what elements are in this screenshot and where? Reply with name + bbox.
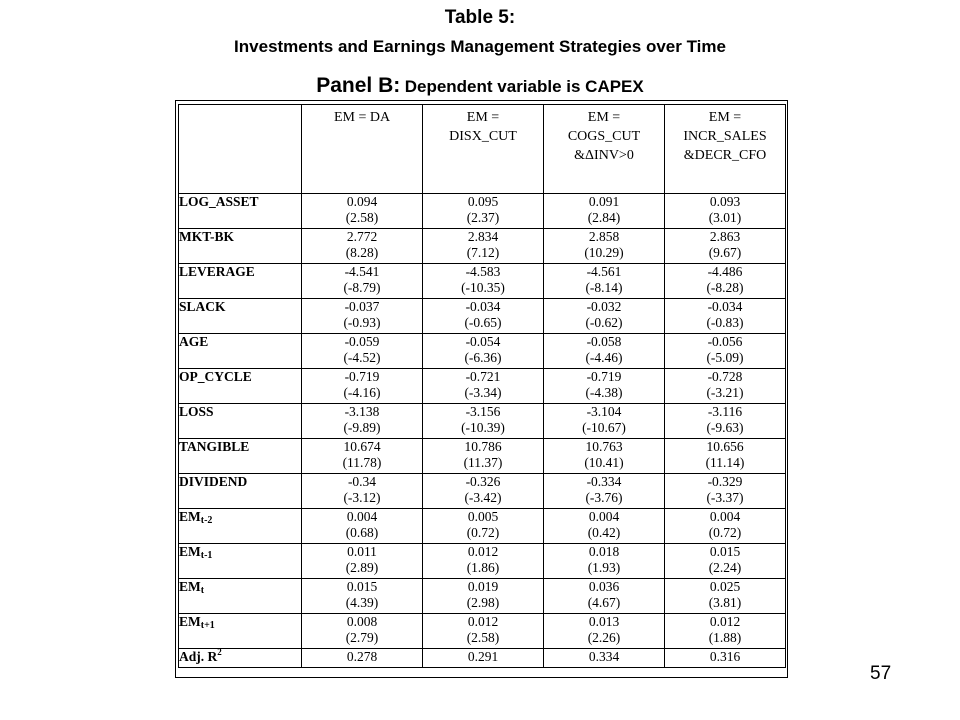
t-statistic: (-9.63) xyxy=(706,420,744,435)
value-cell xyxy=(423,334,544,369)
coefficient: 0.095 xyxy=(467,194,499,209)
adj-r2-value: 0.291 xyxy=(467,649,499,664)
t-statistic: (-5.09) xyxy=(706,350,744,365)
coefficient: 10.674 xyxy=(343,439,381,454)
t-statistic: (-4.52) xyxy=(343,350,381,365)
value-cell xyxy=(302,229,423,264)
coefficient: 0.015 xyxy=(346,579,378,594)
value-cell xyxy=(302,579,423,614)
header-line: &ΔINV>0 xyxy=(574,148,634,163)
t-statistic: (8.28) xyxy=(345,245,379,260)
value-cell xyxy=(665,474,786,509)
t-statistic: (11.14) xyxy=(705,455,745,470)
coefficient: -0.034 xyxy=(465,299,501,314)
t-statistic: (0.72) xyxy=(708,525,742,540)
value-cell xyxy=(544,649,665,668)
coefficient: 0.004 xyxy=(709,509,741,524)
header-line: EM = xyxy=(466,110,500,125)
t-statistic: (-3.37) xyxy=(706,490,744,505)
coefficient: -0.719 xyxy=(586,369,622,384)
value-cell xyxy=(665,544,786,579)
value-cell xyxy=(423,474,544,509)
value-cell xyxy=(665,264,786,299)
coefficient: 10.763 xyxy=(585,439,623,454)
t-statistic: (4.67) xyxy=(587,595,621,610)
table-row xyxy=(179,299,786,334)
table-row xyxy=(179,264,786,299)
panel-heading xyxy=(0,74,960,98)
row-label-cell xyxy=(179,544,302,579)
table-row xyxy=(179,579,786,614)
slide-subtitle: Investments and Earnings Management Strategies over Time xyxy=(234,37,726,56)
coefficient: -0.034 xyxy=(707,299,743,314)
adj-r2-value: 0.316 xyxy=(709,649,741,664)
t-statistic: (1.86) xyxy=(466,560,500,575)
coefficient: -4.583 xyxy=(465,264,501,279)
row-label-cell xyxy=(179,649,302,668)
value-cell xyxy=(423,404,544,439)
adj-r2-value: 0.334 xyxy=(588,649,620,664)
value-cell xyxy=(544,614,665,649)
header-blank-cell xyxy=(179,105,302,194)
panel-label: Panel B: xyxy=(316,74,401,97)
coefficient: 0.008 xyxy=(346,614,378,629)
t-statistic: (-9.89) xyxy=(343,420,381,435)
t-statistic: (-0.62) xyxy=(585,315,623,330)
value-cell xyxy=(302,334,423,369)
header-row xyxy=(179,105,786,194)
value-cell xyxy=(544,579,665,614)
t-statistic: (-3.76) xyxy=(585,490,623,505)
coefficient: 0.015 xyxy=(709,544,741,559)
table-row xyxy=(179,439,786,474)
value-cell xyxy=(423,369,544,404)
row-label-cell xyxy=(179,579,302,614)
header-cell-em-da xyxy=(302,105,423,194)
value-cell xyxy=(302,194,423,229)
value-cell xyxy=(544,544,665,579)
table-row xyxy=(179,509,786,544)
value-cell xyxy=(423,229,544,264)
header-line: EM = xyxy=(587,110,621,125)
coefficient: 0.012 xyxy=(467,544,499,559)
t-statistic: (-4.38) xyxy=(585,385,623,400)
value-cell xyxy=(302,614,423,649)
header-line: COGS_CUT xyxy=(567,129,641,144)
table-row xyxy=(179,544,786,579)
value-cell xyxy=(423,614,544,649)
value-cell xyxy=(302,509,423,544)
row-label: EM xyxy=(179,544,201,559)
row-label-cell xyxy=(179,264,302,299)
row-label: Adj. R xyxy=(179,649,218,664)
regression-table xyxy=(178,104,786,668)
row-label-subscript: t-1 xyxy=(200,550,213,561)
row-label-cell xyxy=(179,439,302,474)
coefficient: -0.056 xyxy=(707,334,743,349)
coefficient: -0.059 xyxy=(344,334,380,349)
value-cell xyxy=(665,579,786,614)
coefficient: 2.834 xyxy=(467,229,499,244)
row-label: AGE xyxy=(179,334,209,349)
coefficient: -0.728 xyxy=(707,369,743,384)
coefficient: 0.013 xyxy=(588,614,620,629)
value-cell xyxy=(423,544,544,579)
t-statistic: (0.68) xyxy=(345,525,379,540)
coefficient: 0.094 xyxy=(346,194,378,209)
adj-r2-row xyxy=(179,649,786,668)
t-statistic: (2.84) xyxy=(587,210,621,225)
row-label: SLACK xyxy=(179,299,226,314)
row-label: EM xyxy=(179,509,201,524)
page-number: 57 xyxy=(870,663,892,684)
t-statistic: (-0.65) xyxy=(464,315,502,330)
value-cell xyxy=(302,439,423,474)
header-line: DISX_CUT xyxy=(449,129,517,144)
coefficient: 0.018 xyxy=(588,544,620,559)
coefficient: 0.036 xyxy=(588,579,620,594)
row-label: LEVERAGE xyxy=(179,264,255,279)
row-label-cell xyxy=(179,474,302,509)
row-label: LOG_ASSET xyxy=(179,194,259,209)
t-statistic: (-8.14) xyxy=(585,280,623,295)
t-statistic: (2.79) xyxy=(345,630,379,645)
t-statistic: (2.98) xyxy=(466,595,500,610)
header-line: INCR_SALES xyxy=(683,129,767,144)
value-cell xyxy=(544,264,665,299)
coefficient: 2.772 xyxy=(346,229,378,244)
value-cell xyxy=(423,579,544,614)
slide-title: Table 5: xyxy=(444,7,516,28)
t-statistic: (-3.42) xyxy=(464,490,502,505)
t-statistic: (3.81) xyxy=(708,595,742,610)
t-statistic: (-0.93) xyxy=(343,315,381,330)
t-statistic: (11.37) xyxy=(463,455,503,470)
coefficient: -0.34 xyxy=(347,474,377,489)
coefficient: -3.104 xyxy=(586,404,622,419)
t-statistic: (-0.83) xyxy=(706,315,744,330)
t-statistic: (-6.36) xyxy=(464,350,502,365)
table-row xyxy=(179,194,786,229)
table-row xyxy=(179,334,786,369)
coefficient: 0.012 xyxy=(709,614,741,629)
value-cell xyxy=(423,299,544,334)
header-cell-incr-sales xyxy=(665,105,786,194)
coefficient: 0.012 xyxy=(467,614,499,629)
panel-description: Dependent variable is CAPEX xyxy=(404,77,644,96)
value-cell xyxy=(665,229,786,264)
value-cell xyxy=(665,439,786,474)
value-cell xyxy=(544,194,665,229)
row-label-subscript: t xyxy=(200,585,205,596)
value-cell xyxy=(544,299,665,334)
row-label-cell xyxy=(179,404,302,439)
coefficient: 0.011 xyxy=(347,544,377,559)
coefficient: -0.329 xyxy=(707,474,743,489)
value-cell xyxy=(423,509,544,544)
value-cell xyxy=(665,614,786,649)
value-cell xyxy=(665,334,786,369)
t-statistic: (-10.67) xyxy=(582,420,626,435)
coefficient: -0.054 xyxy=(465,334,501,349)
t-statistic: (-4.16) xyxy=(343,385,381,400)
coefficient: -3.156 xyxy=(465,404,501,419)
coefficient: 0.004 xyxy=(588,509,620,524)
row-label: OP_CYCLE xyxy=(179,369,252,384)
row-label: TANGIBLE xyxy=(179,439,250,454)
value-cell xyxy=(423,194,544,229)
value-cell xyxy=(302,649,423,668)
row-label-cell xyxy=(179,229,302,264)
coefficient: 0.005 xyxy=(467,509,499,524)
coefficient: -0.058 xyxy=(586,334,622,349)
t-statistic: (-10.35) xyxy=(461,280,505,295)
value-cell xyxy=(665,404,786,439)
coefficient: -0.032 xyxy=(586,299,622,314)
coefficient: -0.334 xyxy=(586,474,622,489)
header-cell-cogs-cut xyxy=(544,105,665,194)
value-cell xyxy=(302,474,423,509)
coefficient: 0.019 xyxy=(467,579,499,594)
t-statistic: (2.24) xyxy=(708,560,742,575)
coefficient: -0.037 xyxy=(344,299,380,314)
table-row xyxy=(179,229,786,264)
table-row xyxy=(179,369,786,404)
adj-r2-value: 0.278 xyxy=(346,649,378,664)
value-cell xyxy=(423,439,544,474)
coefficient: 10.786 xyxy=(464,439,502,454)
row-label: DIVIDEND xyxy=(179,474,248,489)
coefficient: 0.025 xyxy=(709,579,741,594)
coefficient: 0.091 xyxy=(588,194,620,209)
row-label-cell xyxy=(179,369,302,404)
value-cell xyxy=(302,404,423,439)
coefficient: -0.326 xyxy=(465,474,501,489)
t-statistic: (10.29) xyxy=(584,245,624,260)
value-cell xyxy=(544,404,665,439)
coefficient: -3.116 xyxy=(707,404,743,419)
t-statistic: (2.37) xyxy=(466,210,500,225)
coefficient: 10.656 xyxy=(706,439,744,454)
row-label-cell xyxy=(179,334,302,369)
t-statistic: (-10.39) xyxy=(461,420,505,435)
row-label-subscript: t-2 xyxy=(200,515,213,526)
t-statistic: (1.88) xyxy=(708,630,742,645)
t-statistic: (4.39) xyxy=(345,595,379,610)
row-label-cell xyxy=(179,194,302,229)
t-statistic: (2.58) xyxy=(466,630,500,645)
coefficient: -0.721 xyxy=(465,369,501,384)
t-statistic: (10.41) xyxy=(584,455,624,470)
value-cell xyxy=(302,369,423,404)
row-label: EM xyxy=(179,579,201,594)
value-cell xyxy=(302,544,423,579)
header-line: EM = DA xyxy=(333,110,391,125)
value-cell xyxy=(544,474,665,509)
value-cell xyxy=(302,264,423,299)
coefficient: 0.004 xyxy=(346,509,378,524)
t-statistic: (-3.34) xyxy=(464,385,502,400)
value-cell xyxy=(665,509,786,544)
header-cell-disx-cut xyxy=(423,105,544,194)
header-line: &DECR_CFO xyxy=(683,148,767,163)
value-cell xyxy=(665,299,786,334)
t-statistic: (-3.12) xyxy=(343,490,381,505)
t-statistic: (3.01) xyxy=(708,210,742,225)
t-statistic: (0.72) xyxy=(466,525,500,540)
value-cell xyxy=(665,194,786,229)
coefficient: -4.486 xyxy=(707,264,743,279)
t-statistic: (-8.79) xyxy=(343,280,381,295)
row-label: LOSS xyxy=(179,404,214,419)
row-label-cell xyxy=(179,509,302,544)
t-statistic: (9.67) xyxy=(708,245,742,260)
t-statistic: (7.12) xyxy=(466,245,500,260)
value-cell xyxy=(544,229,665,264)
row-label: EM xyxy=(179,614,201,629)
t-statistic: (1.93) xyxy=(587,560,621,575)
t-statistic: (-3.21) xyxy=(706,385,744,400)
coefficient: -3.138 xyxy=(344,404,380,419)
t-statistic: (-8.28) xyxy=(706,280,744,295)
t-statistic: (0.42) xyxy=(587,525,621,540)
t-statistic: (2.89) xyxy=(345,560,379,575)
t-statistic: (-4.46) xyxy=(585,350,623,365)
table-row xyxy=(179,474,786,509)
coefficient: 2.858 xyxy=(588,229,620,244)
row-label-superscript: 2 xyxy=(217,647,222,657)
value-cell xyxy=(302,299,423,334)
table-row xyxy=(179,404,786,439)
t-statistic: (2.58) xyxy=(345,210,379,225)
table-row xyxy=(179,614,786,649)
value-cell xyxy=(665,369,786,404)
row-label-cell xyxy=(179,614,302,649)
row-label-subscript: t+1 xyxy=(200,620,215,631)
value-cell xyxy=(423,264,544,299)
table-body xyxy=(179,105,786,668)
coefficient: -0.719 xyxy=(344,369,380,384)
header-line: EM = xyxy=(708,110,742,125)
coefficient: -4.561 xyxy=(586,264,622,279)
coefficient: 2.863 xyxy=(709,229,741,244)
row-label-cell xyxy=(179,299,302,334)
value-cell xyxy=(544,509,665,544)
value-cell xyxy=(544,334,665,369)
value-cell xyxy=(423,649,544,668)
coefficient: 0.093 xyxy=(709,194,741,209)
row-label: MKT-BK xyxy=(179,229,235,244)
value-cell xyxy=(665,649,786,668)
value-cell xyxy=(544,369,665,404)
coefficient: -4.541 xyxy=(344,264,380,279)
value-cell xyxy=(544,439,665,474)
t-statistic: (11.78) xyxy=(342,455,382,470)
t-statistic: (2.26) xyxy=(587,630,621,645)
